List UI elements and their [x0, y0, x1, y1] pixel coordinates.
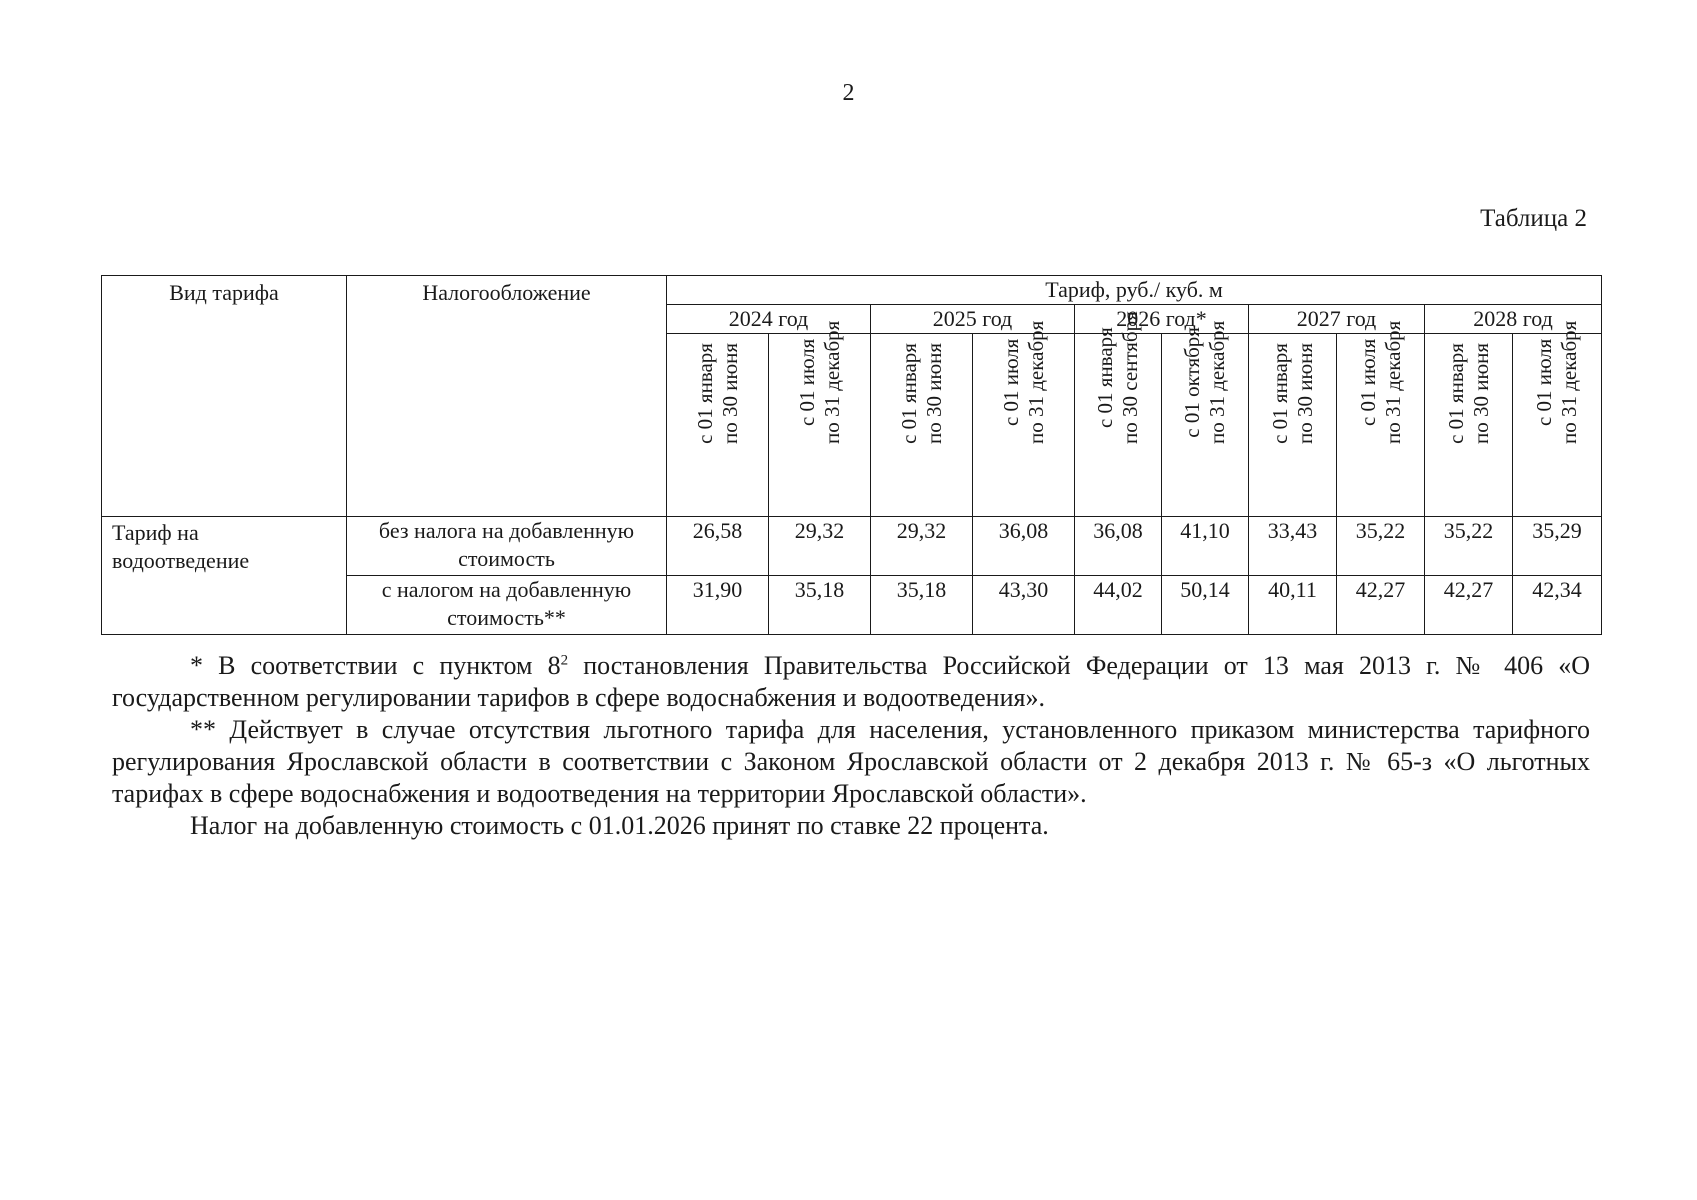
- table-cell: 35,18: [769, 576, 871, 635]
- table-cell: 42,27: [1425, 576, 1513, 635]
- table-cell: 36,08: [1075, 517, 1162, 576]
- page-number: 2: [842, 80, 855, 106]
- footnote-1: * В соответствии с пунктом $8^2$ постановления Правительства Российской Федерации от 13 мая 2013 г. № 406 «О государственном регулировании тарифов в сфере водоснабжения и водоотведения».: [112, 651, 1590, 712]
- row-tariff-type: Тариф на водоотведение: [102, 517, 347, 635]
- header-period: с 01 января по 30 июня: [871, 334, 973, 517]
- header-period: с 01 января по 30 июня: [1249, 334, 1337, 517]
- table-cell: 40,11: [1249, 576, 1337, 635]
- table-cell: 29,32: [871, 517, 973, 576]
- footnote-3: Налог на добавленную стоимость с 01.01.2026 принят по ставке 22 процента.: [190, 811, 1049, 840]
- table-cell: 29,32: [769, 517, 871, 576]
- table-cell: 42,27: [1337, 576, 1425, 635]
- table-row: [102, 517, 1602, 576]
- table-cell: 35,18: [871, 576, 973, 635]
- footnotes: [112, 650, 1590, 842]
- table-cell: 26,58: [667, 517, 769, 576]
- table-caption: Таблица 2: [1480, 205, 1587, 232]
- table-cell: 42,34: [1513, 576, 1602, 635]
- header-period: с 01 июля по 31 декабря: [769, 334, 871, 517]
- header-period: с 01 июля по 31 декабря: [1513, 334, 1602, 517]
- table-cell: 50,14: [1162, 576, 1249, 635]
- table-cell: 36,08: [973, 517, 1075, 576]
- table-cell: 31,90: [667, 576, 769, 635]
- header-period: с 01 июля по 31 декабря: [1337, 334, 1425, 517]
- header-year: 2026 год*: [1075, 305, 1249, 334]
- footnote-2: ** Действует в случае отсутствия льготного тарифа для населения, установленного приказом министерства тарифного регулирования Ярославской области в соответствии с Законом Ярославской области от 2 декабря 2013 г. № 65-з «О льготных тарифах в сфере водоснабжения и водоотведения на территории Ярославской области».: [112, 715, 1590, 808]
- header-year: 2024 год: [667, 305, 871, 334]
- tariff-table: [101, 275, 1602, 635]
- row-tax-label: с налогом на добавленную стоимость**: [347, 576, 667, 635]
- header-period: с 01 января по 30 июня: [1425, 334, 1513, 517]
- header-tariff-type: Вид тарифа: [102, 276, 347, 517]
- row-tax-label: без налога на добавленную стоимость: [347, 517, 667, 576]
- table-cell: 43,30: [973, 576, 1075, 635]
- table-cell: 35,22: [1425, 517, 1513, 576]
- header-taxation: Налогообложение: [347, 276, 667, 517]
- table-cell: 35,22: [1337, 517, 1425, 576]
- table-cell: 35,29: [1513, 517, 1602, 576]
- header-year: 2028 год: [1425, 305, 1602, 334]
- header-period: с 01 января по 30 июня: [667, 334, 769, 517]
- header-year: 2027 год: [1249, 305, 1425, 334]
- header-tariff-unit: Тариф, руб./ куб. м: [667, 276, 1602, 305]
- header-year: 2025 год: [871, 305, 1075, 334]
- header-period: с 01 января по 30 сентября: [1075, 334, 1162, 517]
- table-cell: 33,43: [1249, 517, 1337, 576]
- table-cell: 44,02: [1075, 576, 1162, 635]
- header-period: с 01 октября по 31 декабря: [1162, 334, 1249, 517]
- table-cell: 41,10: [1162, 517, 1249, 576]
- header-period: с 01 июля по 31 декабря: [973, 334, 1075, 517]
